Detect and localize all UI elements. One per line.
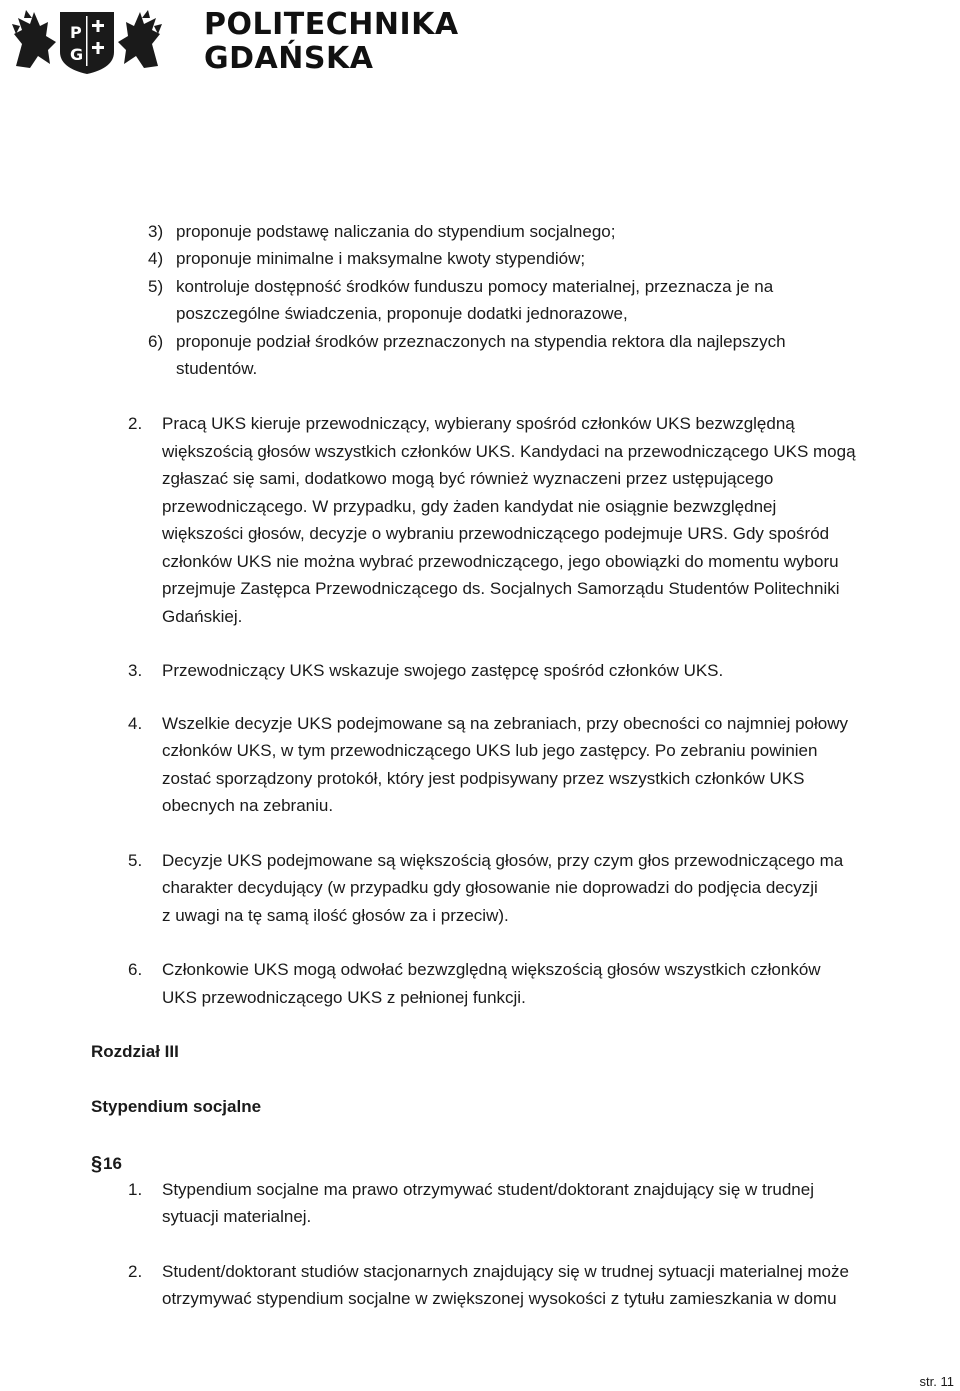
point-text: Przewodniczący UKS wskazuje swojego zastępcę spośród członków UKS. [162, 661, 724, 680]
point-text: zostać sporządzony protokół, który jest podpisywany przez wszystkich członków UKS [162, 769, 805, 788]
university-logo [8, 4, 459, 76]
point-text: przewodniczącego. W przypadku, gdy żaden kandydat nie osiągnie bezwzględnej [162, 497, 777, 516]
sublist-text: kontroluje dostępność środków funduszu pomocy materialnej, przeznacza je na [176, 277, 774, 296]
point-text: członków UKS nie można wybrać przewodniczącego, jego obowiązki do momentu wyboru [162, 552, 839, 571]
svg-text:G: G [70, 45, 84, 64]
point-number: 2. [128, 414, 143, 433]
point-text: zgłaszać się sami, dodatkowo mogą być również wyznaczeni przez ustępującego [162, 469, 774, 488]
sublist-label: 3) [148, 222, 164, 241]
point-text: Decyzje UKS podejmowane są większością głosów, przy czym głos przewodniczącego ma [162, 851, 844, 870]
point-text: sytuacji materialnej. [162, 1207, 312, 1226]
point-text: Pracą UKS kieruje przewodniczący, wybierany spośród członków UKS bezwzględną [162, 414, 795, 433]
point-text: z uwagi na tę samą ilość głosów za i przeciw). [162, 906, 509, 925]
chapter-title: Rozdział III [91, 1042, 179, 1061]
svg-text:P: P [70, 23, 82, 42]
point-text: większości głosów, decyzje o wybraniu przewodniczącego podejmuje URS. Gdy spośród [162, 524, 830, 543]
section-heading [91, 1154, 131, 1184]
chapter-subtitle: Stypendium socjalne [91, 1097, 262, 1116]
sublist-text: studentów. [176, 359, 258, 378]
point-text: Stypendium socjalne ma prawo otrzymywać student/doktorant znajdujący się w trudnej [162, 1180, 814, 1199]
sublist-text: proponuje minimalne i maksymalne kwoty stypendiów; [176, 249, 586, 268]
point-number: 3. [128, 661, 143, 680]
griffin-emblem-icon [8, 4, 198, 76]
sublist-label: 4) [148, 249, 164, 268]
point-text: Członkowie UKS mogą odwołać bezwzględną większością głosów wszystkich członków [162, 960, 821, 979]
point-number: 6. [128, 960, 143, 979]
section-sign: § [91, 1153, 103, 1175]
point-text: charakter decydujący (w przypadku gdy głosowanie nie doprowadzi do podjęcia decyzji [162, 878, 818, 897]
page-number: str. 11 [919, 1374, 954, 1389]
sublist-text: proponuje podstawę naliczania do stypendium socjalnego; [176, 222, 616, 241]
point-text: Wszelkie decyzje UKS podejmowane są na zebraniach, przy obecności co najmniej połowy [162, 714, 849, 733]
point-number: 5. [128, 851, 143, 870]
point-text: większością głosów wszystkich członków UKS. Kandydaci na przewodniczącego UKS mogą [162, 442, 856, 461]
point-number: 1. [128, 1180, 143, 1199]
sublist-text: proponuje podział środków przeznaczonych na stypendia rektora dla najlepszych [176, 332, 786, 351]
point-text: członków UKS, w tym przewodniczącego UKS lub jego zastępcy. Po zebraniu powinien [162, 741, 818, 760]
point-text: Student/doktorant studiów stacjonarnych znajdujący się w trudnej sytuacji materialnej może [162, 1262, 849, 1281]
logo-line-1: POLITECHNIKA [204, 7, 459, 42]
sublist-text: poszczególne świadczenia, proponuje dodatki jednorazowe, [176, 304, 628, 323]
sublist-label: 5) [148, 277, 164, 296]
point-text: UKS przewodniczącego UKS z pełnionej funkcji. [162, 988, 526, 1007]
point-text: przejmuje Zastępca Przewodniczącego ds. Socjalnych Samorządu Studentów Politechniki [162, 579, 840, 598]
point-text: otrzymywać stypendium socjalne w zwiększonej wysokości z tytułu zamieszkania w domu [162, 1289, 837, 1308]
point-text: Gdańskiej. [162, 607, 243, 626]
logo-line-2: GDAŃSKA [204, 41, 374, 76]
point-number: 2. [128, 1262, 143, 1281]
point-text: obecnych na zebraniu. [162, 796, 334, 815]
point-number: 4. [128, 714, 143, 733]
section-number: 16 [103, 1154, 122, 1173]
sublist-label: 6) [148, 332, 164, 351]
